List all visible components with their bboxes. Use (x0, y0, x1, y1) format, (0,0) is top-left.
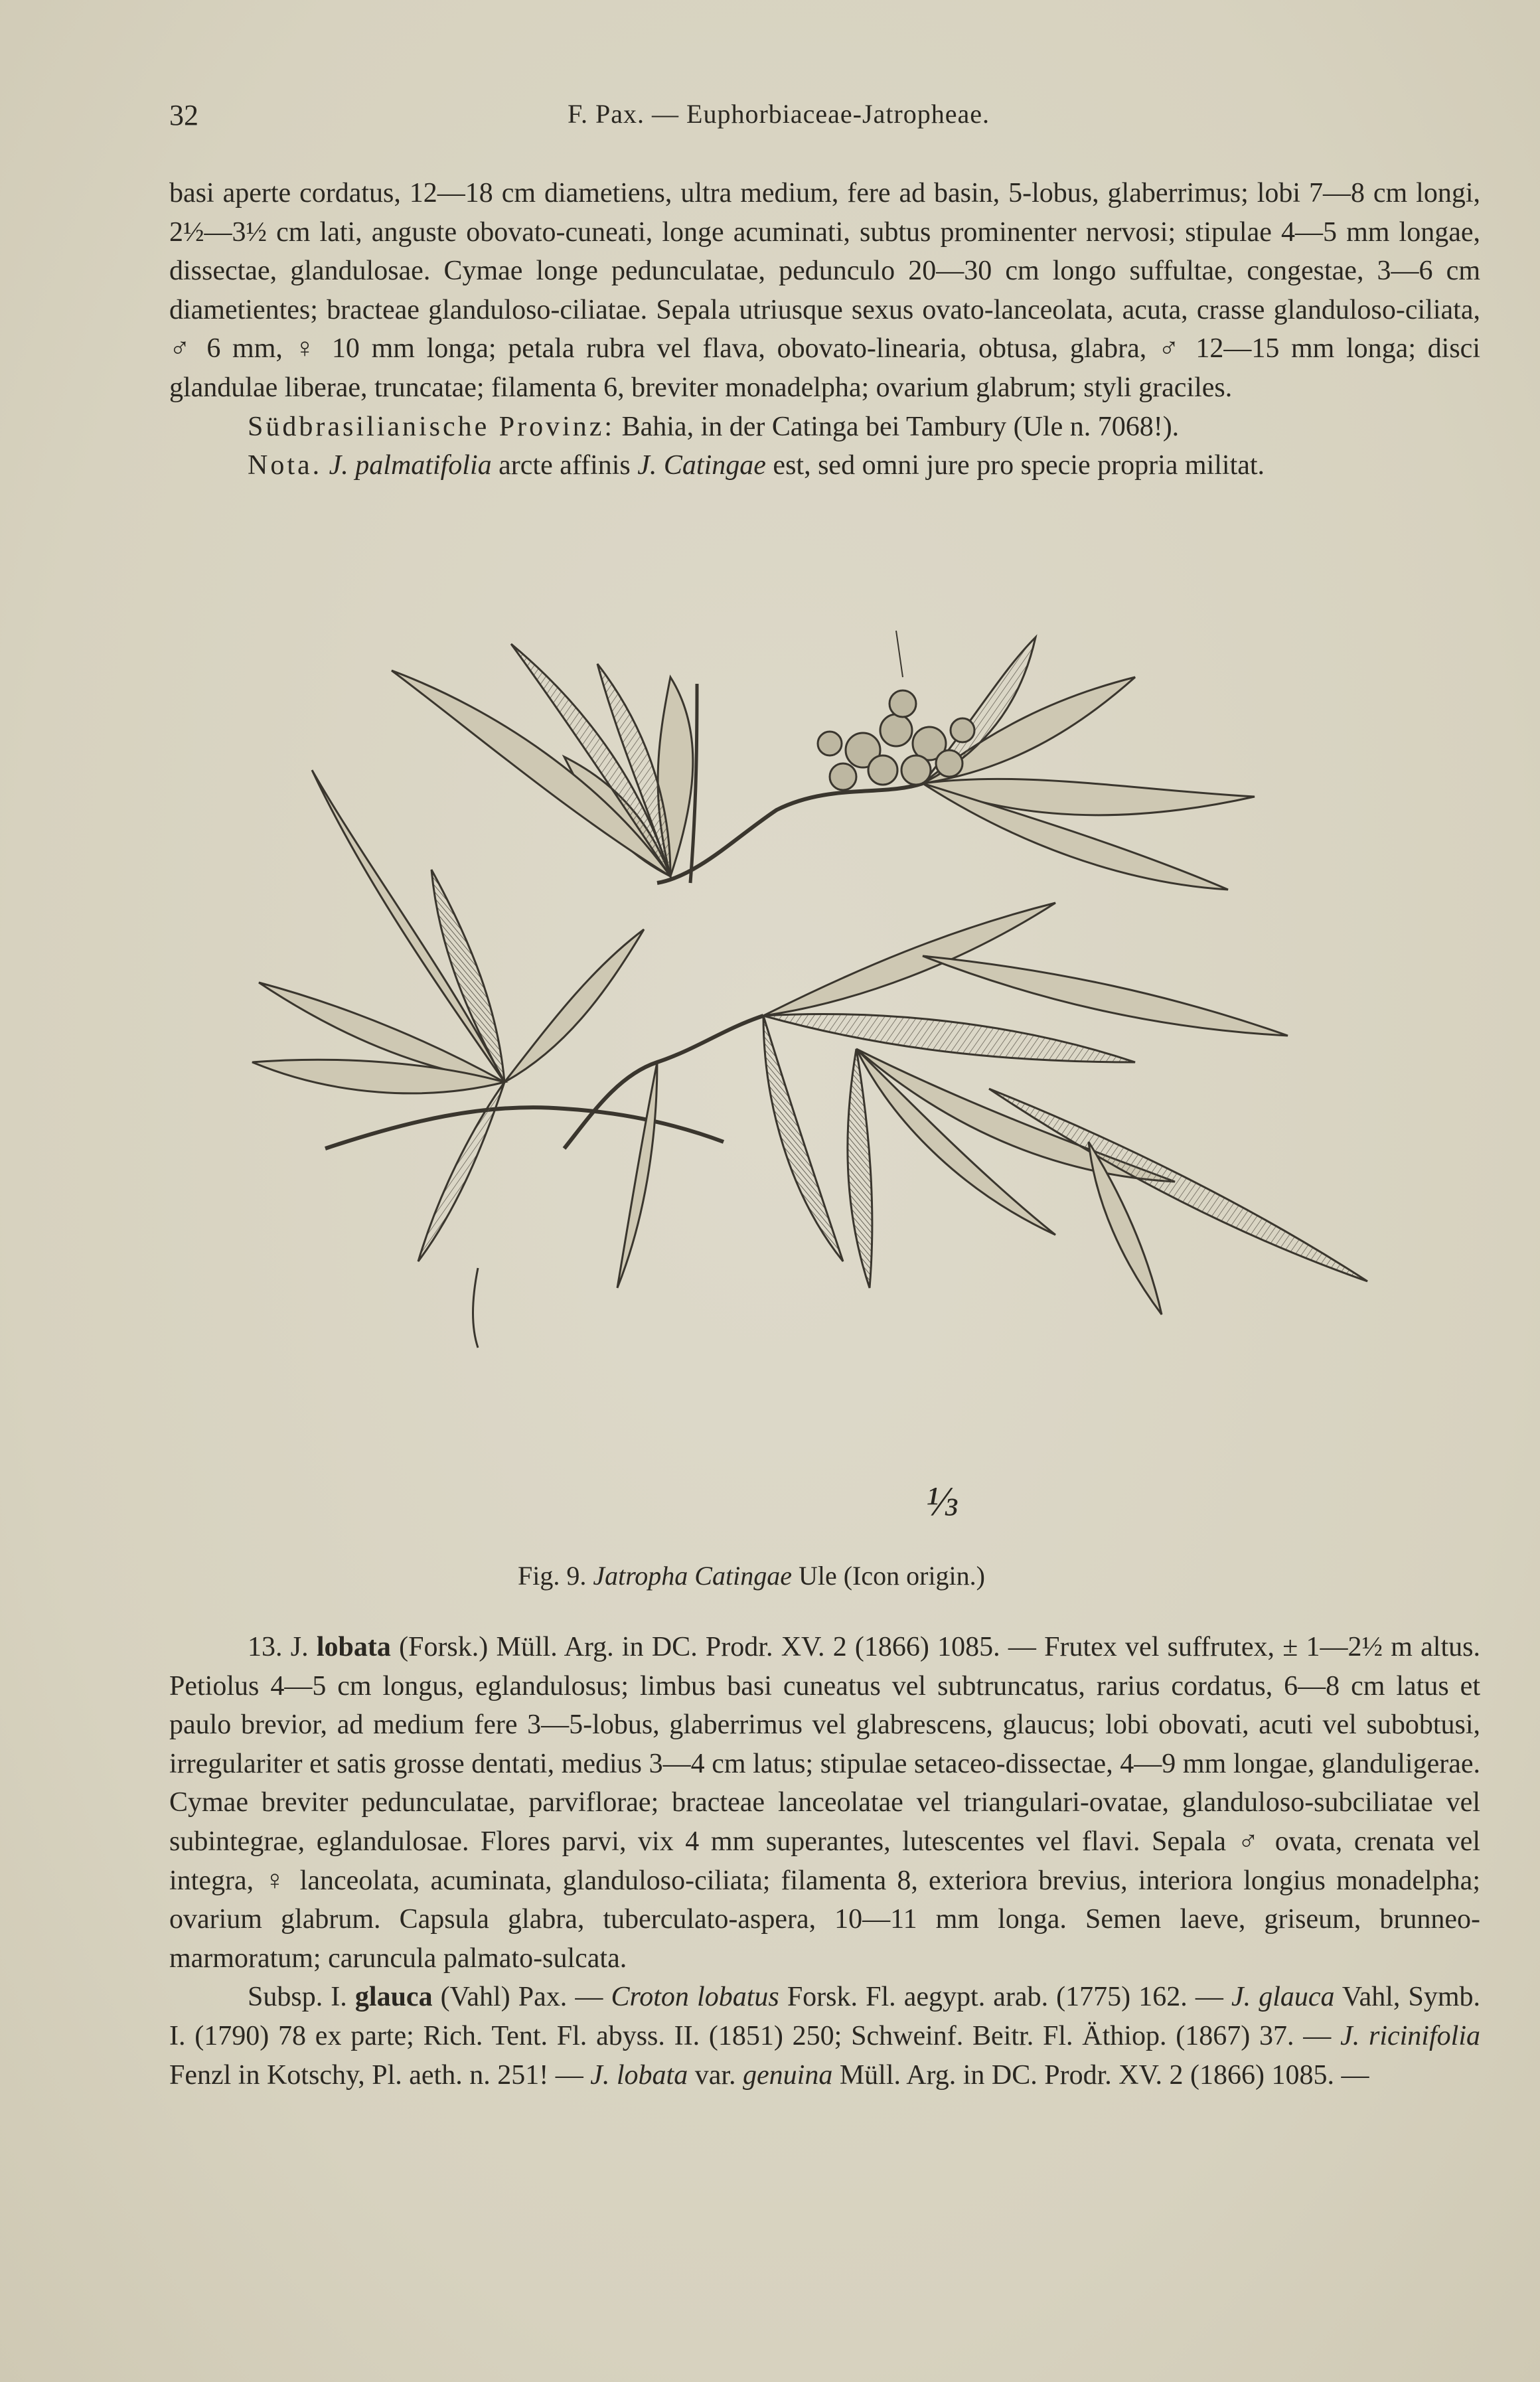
species-number: 13. J. (248, 1632, 309, 1662)
locality-text: Bahia, in der Catinga bei Tambury (Ule n. 7068!). (615, 411, 1180, 442)
nota-text: arcte affinis (491, 450, 638, 481)
citation-text: Fenzl in Kotschy, Pl. aeth. n. 251! — (169, 2059, 591, 2091)
synonym-name: J. glauca (1231, 1982, 1335, 2013)
species-name: J. Catingae (637, 450, 766, 481)
citation-text: (Vahl) Pax. — (432, 1982, 611, 2013)
page-number: 32 (169, 99, 198, 131)
caption-species: Jatropha Catingae (593, 1561, 792, 1591)
subsp-name: glauca (354, 1982, 433, 2013)
citation-text: Vahl, Symb. I. (1790) 78 ex parte; Rich. Tent. Fl. abyss. II. (1851) 250; Schweinf. Beitr. Fl. Äthiop. (1867) 37. — (169, 1982, 1480, 2051)
running-title: F. Pax. — Euphorbiaceae-Jatropheae. (568, 99, 990, 129)
plant-drawing (193, 597, 1454, 1567)
citation-text: Forsk. Fl. aegypt. arab. (1775) 162. — (779, 1982, 1231, 2013)
caption-prefix: Fig. 9. (518, 1561, 587, 1591)
top-text-block (169, 174, 1480, 485)
species-description: (Forsk.) Müll. Arg. in DC. Prodr. XV. 2 (1866) 1085. — Frutex vel suffrutex, ± 1—2½ m altus. Petiolus 4—5 cm longus, eglandulosus; limbus basi cuneatus vel subtruncatus, rarius cordatus, 6—8 cm latus et paulo brevior, ad medium fere 3—5-lobus, glaberrimus vel glabrescens, glaucus; lobi obovati, acuti vel subobtusi, irregulariter et satis grosse dentati, medius 3—4 cm latus; stipulae setaceo-dissectae, 4—9 mm longae, glanduligerae. Cymae breviter pedunculatae, parviflorae; bracteae lanceolatae vel triangulari-ovatae, glanduloso-subciliatae vel subintegrae, eglandulosae. Flores parvi, vix 4 mm superantes, lutescentes vel flavi. Sepala ♂ ovata, crenata vel integra, ♀ lanceolata, acuminata, glanduloso-ciliata; filamenta 8, exteriora brevius, interiora longius monadelpha; ovarium glabrum. Capsula glabra, tuberculato-aspera, 10—11 mm longa. Semen laeve, griseum, brunneo-marmoratum; caruncula palmato-sulcata. (169, 1632, 1480, 1974)
species-epithet: lobata (316, 1632, 391, 1662)
botanical-illustration (193, 597, 1454, 1567)
subsp-label: Subsp. I. (248, 1982, 355, 2013)
subspecies-paragraph (169, 1978, 1480, 2095)
synonym-name: J. lobata (590, 2059, 688, 2091)
nota-paragraph (169, 446, 1480, 485)
citation-text: var. (688, 2059, 743, 2091)
caption-suffix: Ule (Icon origin.) (791, 1561, 985, 1591)
species-name: J. palmatifolia (329, 450, 492, 481)
species-paragraph (169, 1628, 1480, 1978)
synonym-name: J. ricinifolia (1340, 2020, 1480, 2051)
citation-text: Müll. Arg. in DC. Prodr. XV. 2 (1866) 1085. — (832, 2059, 1369, 2091)
nota-label: Nota. (248, 450, 323, 481)
bottom-text-block (169, 1628, 1480, 2095)
synonym-name: Croton lobatus (611, 1982, 779, 2013)
description-paragraph: basi aperte cordatus, 12—18 cm diametiens, ultra medium, fere ad basin, 5-lobus, glaberrimus; lobi 7—8 cm longi, 2½—3½ cm lati, anguste obovato-cuneati, longe acuminati, subtus prominenter nervosi; stipulae 4—5 mm longae, dissectae, glandulosae. Cymae longe pedunculatae, pedunculo 20—30 cm longo suffultae, congestae, 3—6 cm diametientes; bracteae glanduloso-ciliatae. Sepala utriusque sexus ovato-lanceolata, acuta, crasse glanduloso-ciliata, ♂ 6 mm, ♀ 10 mm longa; petala rubra vel flava, obovato-linearia, obtusa, glabra, ♂ 12—15 mm longa; disci glandulae liberae, truncatae; filamenta 6, breviter monadelpha; ovarium glabrum; styli graciles. (169, 178, 1480, 403)
figure-caption (518, 1560, 1314, 1591)
nota-text: est, sed omni jure pro specie propria militat. (765, 450, 1265, 481)
locality-paragraph (169, 408, 1480, 447)
variety-name: genuina (743, 2059, 833, 2091)
scale-fraction: ⅓ (926, 1478, 958, 1525)
page-header (169, 98, 1484, 138)
province-label: Südbrasilianische Provinz: (248, 411, 615, 442)
